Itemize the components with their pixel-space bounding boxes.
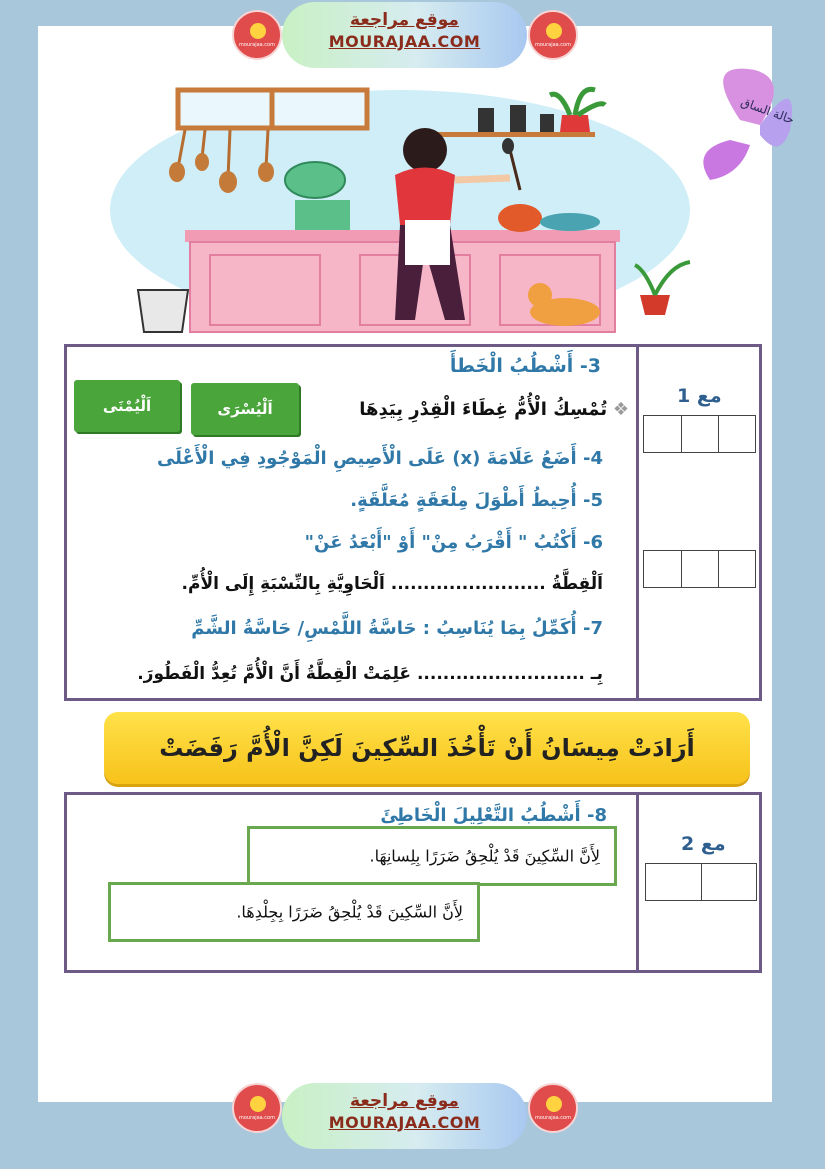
site-title-bottom: موقع مراجعة [350,1091,459,1111]
score-grid-2[interactable] [645,863,757,901]
q4-text: 4- أَضَعُ عَلَامَةَ (x) عَلَى الْأَصِيصِ الْمَوْجُودِ فِي الْأَعْلَى [156,448,603,469]
section-label-2: مع 2 [681,833,726,855]
section-label-1: مع 1 [677,385,722,407]
site-url-top[interactable]: MOURAJAA.COM [328,32,481,51]
q8-text: 8- أَشْطُبُ التَّعْلِيلَ الْخَاطِئَ [380,805,607,826]
site-logo-right-top: mourajaa.com [528,10,578,60]
reason-option-1[interactable]: لِأَنَّ السِّكِينَ قَدْ يُلْحِقُ ضَرَرًا بِلِسانِهَا. [247,826,617,886]
q6-text: 6- أَكْتُبُ " أَقْرَبُ مِنْ" أَوْ "أَبْعَدُ عَنْ" [304,532,603,553]
option-left-button[interactable]: اَلْيُسْرَى [191,383,299,435]
q6-sentence[interactable]: اَلْقِطَّةُ ........................ اَلْحَاوِيَّةِ بِالنِّسْبَةِ إِلَى الْأُمِّ. [181,574,603,594]
q7-sentence[interactable]: بِـ .......................... عَلِمَتْ الْقِطَّةُ أَنَّ الْأُمَّ تُعِدُّ الْفَطُورَ. [137,664,603,684]
site-banner-bottom[interactable] [282,1083,527,1149]
q3-sentence: تُمْسِكُ الْأُمُّ غِطَاءَ الْقِدْرِ بِيَدِهَا [359,399,608,420]
bullet-icon: ❖ [612,399,629,420]
butterfly-caption: حالة الساق [738,94,797,127]
site-logo-right-bottom: mourajaa.com [528,1083,578,1133]
q5-text: 5- أُحِيطُ أَطْوَلَ مِلْعَقَةٍ مُعَلَّقَةٍ. [350,490,603,511]
site-title-top: موقع مراجعة [350,10,459,30]
q3-title: 3- أَشْطُبُ الْخَطأَ [449,355,601,377]
site-logo-left-bottom: mourajaa.com [232,1083,282,1133]
site-logo-left-top: mourajaa.com [232,10,282,60]
q7-text: 7- أُكَمِّلُ بِمَا يُنَاسِبُ : حَاسَّةُ اللَّمْسِ/ حَاسَّةُ الشَّمِّ [191,618,603,639]
reason-option-2[interactable]: لِأَنَّ السِّكِينَ قَدْ يُلْحِقُ ضَرَرًا بِجِلْدِهَا. [108,882,480,942]
score-grid-1a[interactable] [643,415,756,453]
q3-sentence-row [359,399,629,420]
site-url-bottom[interactable]: MOURAJAA.COM [328,1113,481,1132]
story-banner: أَرَادَتْ مِيسَانُ أَنْ تَأْخُذَ السِّكِينَ لَكِنَّ الْأُمَّ رَفَضَتْ [104,712,750,784]
score-grid-1b[interactable] [643,550,756,588]
kitchen-illustration [100,50,800,340]
option-right-button[interactable]: اَلْيُمْنَى [74,380,180,432]
